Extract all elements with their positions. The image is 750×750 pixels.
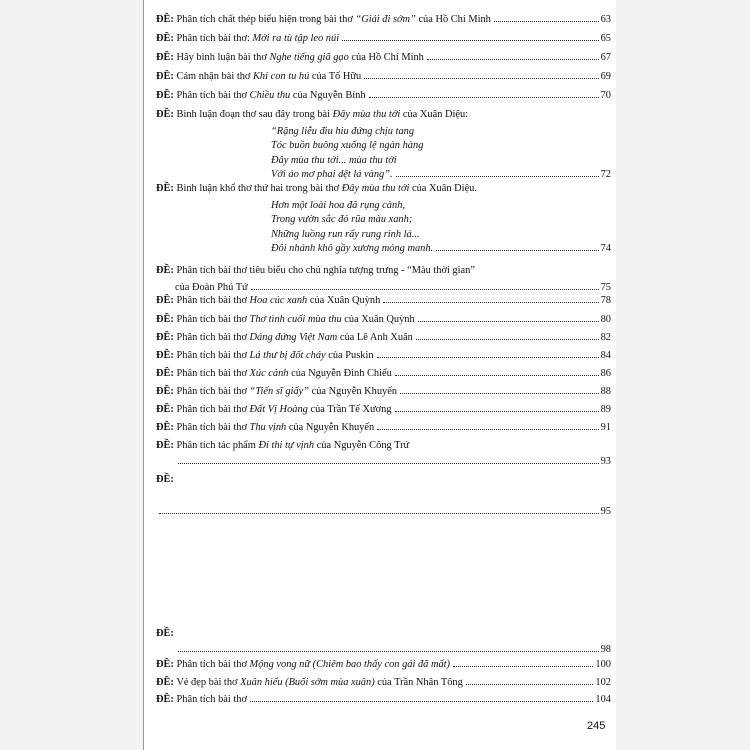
page-ref: 98 [600,644,611,656]
toc-entry[interactable]: ĐỀ: Bình luận đoạn thơ sau đây trong bài Đây mùa thu tới của Xuân Diệu: “Rặng liễu đìu hiu đứng chịu tang Tóc buồn buông xuống lệ ngàn hàng Đây mùa thu tới... mùa thu tới Với áo mơ phai dệt lá vàng”. 72 [156,108,611,182]
page-ref: 93 [600,456,611,468]
page-ref: 86 [600,368,611,379]
page-ref: 89 [600,404,611,415]
page-ref: 100 [595,659,611,670]
toc-entry[interactable]: ĐỀ: Phân tích bài thơ Chiều thu của Nguyễn Bính 70 [156,89,611,103]
toc-entry[interactable]: ĐỀ: Phân tích bài thơ Dáng đứng Việt Nam của Lê Anh Xuân 82 [156,331,611,345]
page-ref: 84 [600,350,611,361]
poem-quote: “Rặng liễu đìu hiu đứng chịu tang Tóc buồn buông xuống lệ ngàn hàng Đây mùa thu tới... mùa thu tới [271,126,424,166]
toc-entry[interactable]: ĐỀ: Phân tích tác phẩm Đi thi tự vịnh của Nguyễn Công Trứ 93 [156,439,611,469]
toc-entry[interactable]: ĐỀ: Phân tích bài thơ Thu vịnh của Nguyễn Khuyến 91 [156,421,611,435]
page-ref: 82 [600,332,611,343]
page-ref: 102 [595,677,611,688]
page-number: 245 [587,720,606,732]
toc-entry[interactable]: ĐỀ: Phân tích bài thơ Thơ tình cuối mùa thu của Xuân Quỳnh 80 [156,313,611,327]
page-ref: 63 [600,14,611,25]
page-ref: 95 [600,506,611,518]
poem-quote [156,490,611,501]
toc-entry[interactable]: ĐỀ: Phân tích bài thơ Xúc cảnh của Nguyễn Đình Chiểu 86 [156,367,611,381]
page-ref: 80 [600,314,611,325]
toc-entry[interactable]: ĐỀ: 98 [156,627,611,657]
toc-entry[interactable]: ĐỀ: Phân tích bài thơ tiêu biểu cho chủ nghĩa tượng trưng - “Màu thời gian” của Đoàn Phú Tứ 75 [156,264,611,295]
toc-entry[interactable]: ĐỀ: Phân tích bài thơ: Mới ra tù tập leo núi 65 [156,32,611,46]
toc-entry[interactable]: ĐỀ: Phân tích bài thơ Lá thư bị đốt cháy của Puskin 84 [156,349,611,363]
toc-entry[interactable]: ĐỀ: Cảm nhận bài thơ Khi con tu hú của Tố Hữu 69 [156,70,611,84]
toc-entry[interactable]: ĐỀ: Hãy bình luận bài thơ Nghe tiếng giã gạo của Hồ Chí Minh 67 [156,51,611,65]
de-label: ĐỀ: [156,14,174,25]
page-ref: 75 [600,282,611,294]
page-ref: 67 [600,52,611,63]
page-ref: 104 [595,694,611,705]
page-ref: 74 [600,242,611,254]
page-ref: 78 [600,295,611,306]
toc-entry[interactable]: ĐỀ: Phân tích bài thơ 104 [156,693,611,707]
page-ref: 70 [600,90,611,101]
toc-entry[interactable]: ĐỀ: Bình luận khổ thơ thứ hai trong bài thơ Đây mùa thu tới của Xuân Diệu. Hơn một loài hoa đã rụng cành, Trong vườn sắc đỏ rũa màu xanh; Những luồng run rẩy rung rinh lá... Đôi nhánh khô gầy xương mỏng manh. 74 [156,182,611,256]
toc-entry[interactable]: ĐỀ: 95 [156,473,611,519]
page-ref: 65 [600,33,611,44]
page-ref: 72 [600,168,611,180]
toc-entry[interactable]: ĐỀ: Phân tích chất thép biểu hiện trong bài thơ “Giải đi sớm” của Hồ Chí Minh 63 [156,13,611,27]
book-page [143,0,616,750]
page-ref: 88 [600,386,611,397]
toc-entry[interactable]: ĐỀ: Phân tích bài thơ Mộng vong nữ (Chiêm bao thấy con gái đã mất) 100 [156,658,611,672]
toc-entry[interactable]: ĐỀ: Phân tích bài thơ Hoa cúc xanh của Xuân Quỳnh 78 [156,294,611,308]
page-ref: 69 [600,71,611,82]
poem-quote: Hơn một loài hoa đã rụng cành, Trong vườn sắc đỏ rũa màu xanh; Những luồng run rẩy rung rinh lá... [271,200,420,240]
toc-entry[interactable]: ĐỀ: Phân tích bài thơ Đất Vị Hoàng của Trần Tế Xương 89 [156,403,611,417]
toc-entry[interactable]: ĐỀ: Vẻ đẹp bài thơ Xuân hiểu (Buổi sớm mùa xuân) của Trần Nhân Tông 102 [156,676,611,690]
page-ref: 91 [600,422,611,433]
toc-entry[interactable]: ĐỀ: Phân tích bài thơ “Tiến sĩ giấy” của Nguyễn Khuyến 88 [156,385,611,399]
